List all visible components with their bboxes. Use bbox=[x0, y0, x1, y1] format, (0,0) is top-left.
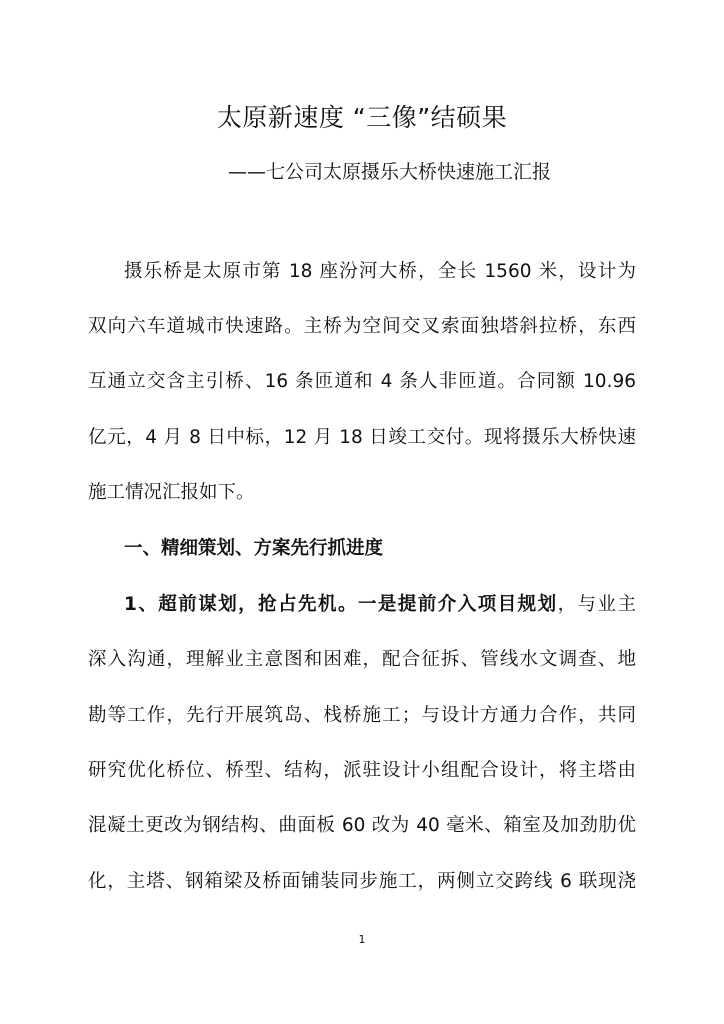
paragraph-line: 互通立交含主引桥、16 条匝道和 4 条人非匝道。合同额 10.96 bbox=[88, 371, 636, 392]
paragraph-line: 双向六车道城市快速路。主桥为空间交叉索面独塔斜拉桥，东西 bbox=[88, 316, 636, 337]
section-heading: 一、精细策划、方案先行抓进度 bbox=[124, 538, 384, 559]
paragraph-line: 混凝土更改为钢结构、曲面板 60 改为 40 毫米、箱室及加劲肋优 bbox=[88, 815, 636, 836]
paragraph-line: 摄乐桥是太原市第 18 座汾河大桥，全长 1560 米，设计为 bbox=[124, 261, 636, 282]
paragraph-line bbox=[124, 591, 636, 619]
paragraph-line: 深入沟通，理解业主意图和困难，配合征拆、管线水文调查、地 bbox=[88, 649, 636, 670]
paragraph-lead-bold: 1、超前谋划，抢占先机。一是提前介入项目规划 bbox=[124, 594, 558, 615]
paragraph-line: 施工情况汇报如下。 bbox=[88, 482, 255, 503]
paragraph-line: 勘等工作，先行开展筑岛、栈桥施工；与设计方通力合作，共同 bbox=[88, 705, 636, 726]
page-number: 1 bbox=[358, 933, 366, 946]
document-title: 太原新速度 “三像”结硕果 bbox=[216, 103, 508, 132]
document-subtitle: ——七公司太原摄乐大桥快速施工汇报 bbox=[228, 161, 552, 183]
paragraph-lead-rest: ，与业主 bbox=[557, 594, 636, 615]
paragraph-line: 亿元，4 月 8 日中标，12 月 18 日竣工交付。现将摄乐大桥快速 bbox=[88, 427, 636, 448]
paragraph-line: 研究优化桥位、桥型、结构，派驻设计小组配合设计，将主塔由 bbox=[88, 760, 636, 781]
paragraph-line: 化，主塔、钢箱梁及桥面铺装同步施工，两侧立交跨线 6 联现浇 bbox=[88, 871, 636, 892]
